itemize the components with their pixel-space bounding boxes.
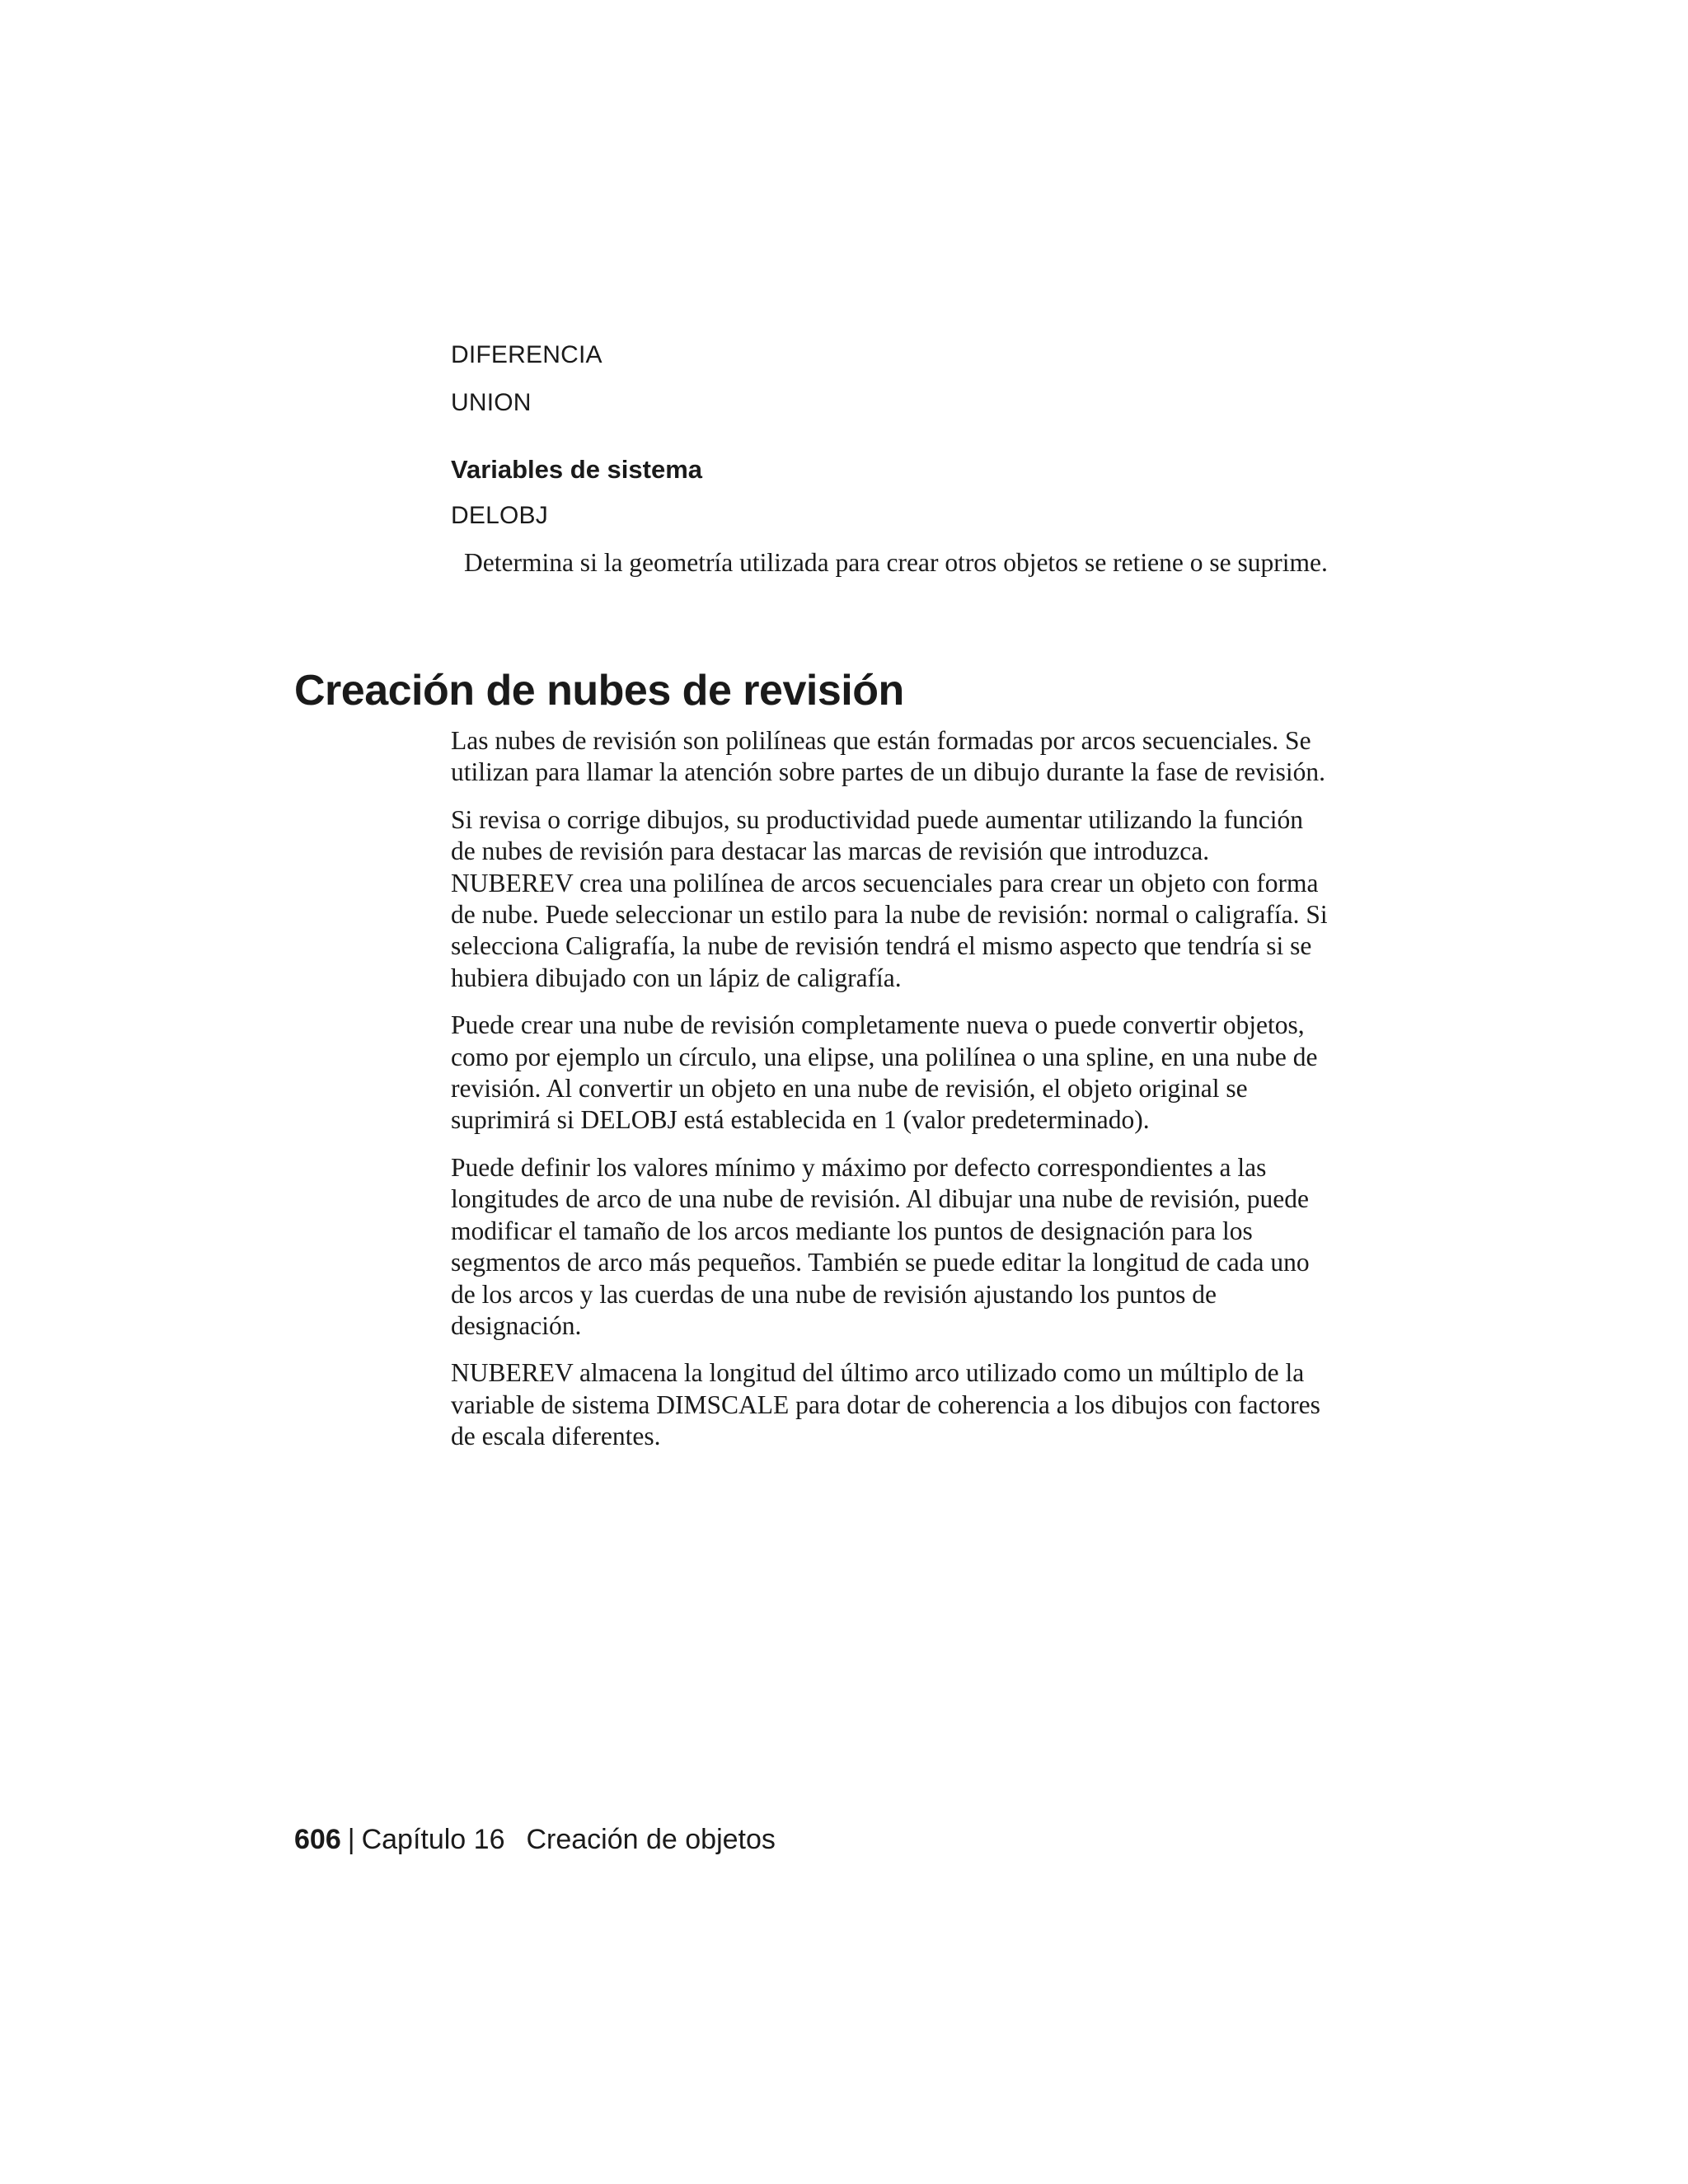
section-body: [451, 725, 1333, 1469]
system-variable-description: Determina si la geometría utilizada para crear otros objetos se retiene o se suprime.: [464, 548, 1328, 577]
chapter-title: Creación de objetos: [526, 1824, 776, 1855]
system-variables-heading: Variables de sistema: [451, 455, 703, 484]
command-union: UNION: [451, 389, 532, 416]
paragraph-2: Si revisa o corrige dibujos, su productividad puede aumentar utilizando la función de nubes de revisión para destacar las marcas de revisión que introduzca. NUBEREV crea una polilínea de arcos secuenciales para crear un objeto con forma de nube. Puede seleccionar un estilo para la nube de revisión: normal o caligrafía. Si selecciona Caligrafía, la nube de revisión tendrá el mismo aspecto que tendría si se hubiera dibujado con un lápiz de caligrafía.: [451, 804, 1328, 992]
command-diferencia: DIFERENCIA: [451, 341, 603, 368]
footer-separator: |: [347, 1824, 355, 1855]
chapter-label: Capítulo 16: [361, 1824, 505, 1855]
paragraph-4: Puede definir los valores mínimo y máximo por defecto correspondientes a las longitudes de arco de una nube de revisión. Al dibujar una nube de revisión, puede modificar el tamaño de los arcos mediante los puntos de designación para los segmentos de arco más pequeños. También se puede editar la longitud de cada uno de los arcos y las cuerdas de una nube de revisión ajustando los puntos de designación.: [451, 1152, 1310, 1340]
paragraph-1: Las nubes de revisión son polilíneas que están formadas por arcos secuenciales. Se utilizan para llamar la atención sobre partes de un dibujo durante la fase de revisión.: [451, 726, 1325, 787]
paragraph-5: NUBEREV almacena la longitud del último arco utilizado como un múltiplo de la variable de sistema DIMSCALE para dotar de coherencia a los dibujos con factores de escala diferentes.: [451, 1358, 1320, 1451]
system-variable-name: DELOBJ: [451, 502, 548, 529]
paragraph-3: Puede crear una nube de revisión completamente nueva o puede convertir objetos, como por ejemplo un círculo, una elipse, una polilínea o una spline, en una nube de revisión. Al convertir un objeto en una nube de revisión, el objeto original se suprimirá si DELOBJ está establecida en 1 (valor predeterminado).: [451, 1010, 1318, 1135]
page-footer: [294, 1821, 776, 1858]
page-number: 606: [294, 1824, 341, 1855]
section-title: Creación de nubes de revisión: [294, 667, 904, 715]
